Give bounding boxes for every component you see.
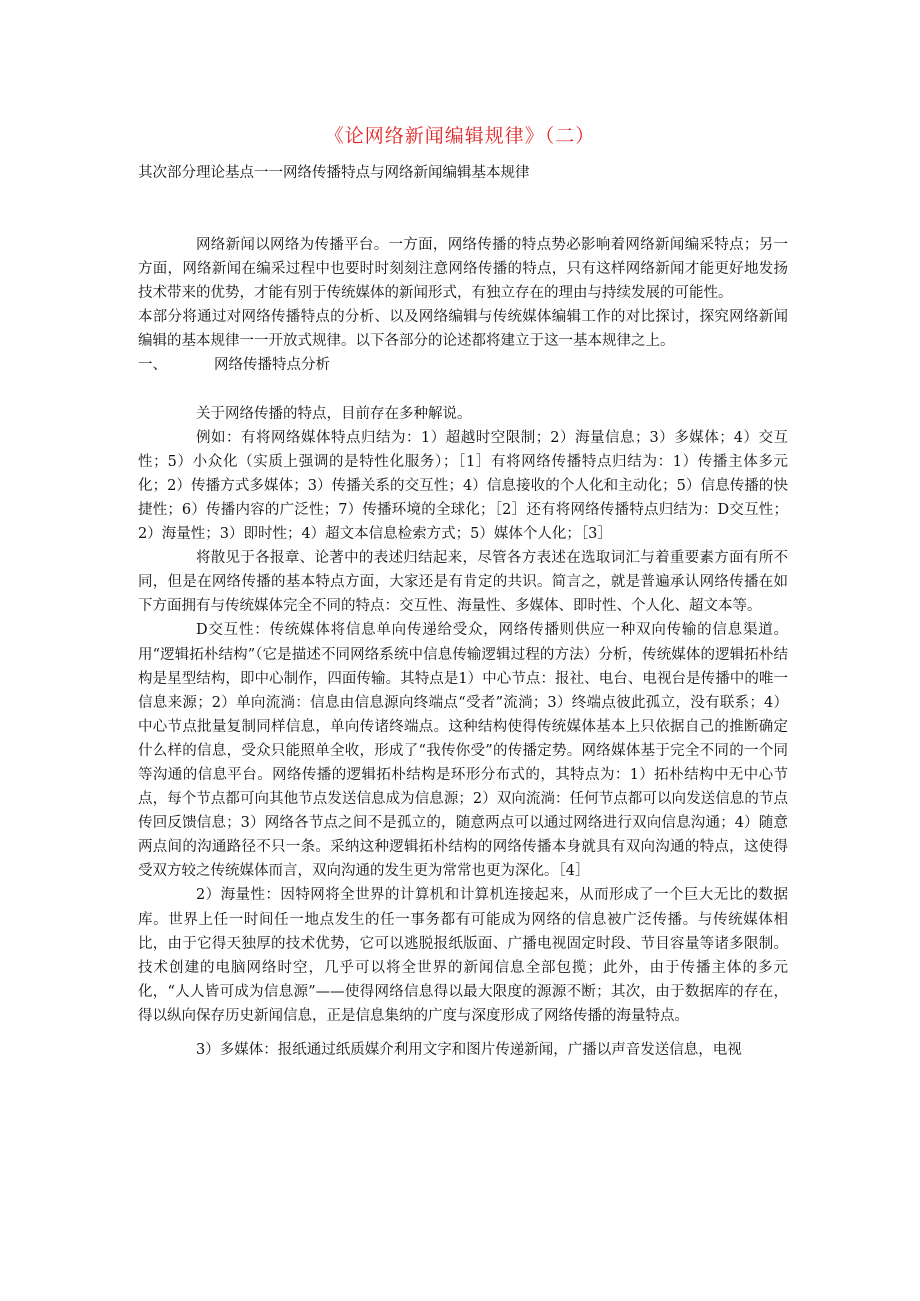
section-heading: [138, 353, 788, 377]
document-title: 《论网络新闻编辑规律》（二）: [324, 125, 596, 147]
spacer: [138, 1028, 788, 1038]
paragraph-massive: 2）海量性：因特网将全世界的计算机和计算机连接起来，从而形成了一个巨大无比的数据库。世界上任一时间任一地点发生的任一事务都有可能成为网络的信息被广泛传播。与传统媒体相比，由于它得天独厚的技术优势，它可以逃脱报纸版面、广播电视固定时段、节目容量等诸多限制。技术创建的电脑网络时空，几乎可以将全世界的新闻信息全部包揽；此外，由于传播主体的多元化，“人人皆可成为信息源”——使得网络信息得以最大限度的源源不断；其次，由于数据库的存在，得以纵向保存历史新闻信息，正是信息集纳的广度与深度形成了网络传播的海量特点。: [138, 887, 788, 1024]
document-subtitle: 其次部分理论基点一一网络传播特点与网络新闻编辑基本规律: [138, 165, 530, 181]
paragraph-interactivity: D交互性：传统媒体将信息单向传递给受众，网络传播则供应一种双向传输的信息渠道。用“逻辑拓朴结构”（它是描述不同网络系统中信息传输逻辑过程的方法）分析，传统媒体的逻辑拓朴结构是星型结构，即中心制作，四面传输。其特点是1）中心节点：报社、电台、电视台是传播中的唯一信息来源；2）单向流淌：信息由信息源向终端点“受者”流淌；3）终端点彼此孤立，没有联系；4）中心节点批量复制同样信息，单向传诸终端点。这种结构使得传统媒体基本上只依据自己的推断确定什么样的信息，受众只能照单全收，形成了“我传你受”的传播定势。网络媒体基于完全不同的一个同等沟通的信息平台。网络传播的逻辑拓朴结构是环形分布式的，其特点为：1）拓朴结构中无中心节点，每个节点都可向其他节点发送信息成为信息源；2）双向流淌：任何节点都可以向发送信息的节点传回反馈信息；3）网络各节点之间不是孤立的，随意两点可以通过网络进行双向信息沟通；4）随意两点间的沟通路径不只一条。采纳这种逻辑拓朴结构的网络传播本身就具有双向沟通的特点，这使得受双方较之传统媒体而言，双向沟通的发生更为常常也更为深化。［4］: [138, 622, 788, 880]
document-body: [138, 233, 788, 1062]
spacer: [138, 378, 788, 402]
paragraph-views: 关于网络传播的特点，目前存在多种解说。: [196, 405, 472, 422]
paragraph-summary: 将散见于各报章、论著中的表述归结起来，尽管各方表述在选取词汇与着重要素方面有所不同，但是在网络传播的基本特点方面，大家还是有肯定的共识。简言之，就是普遍承认网络传播在如下方面拥有与传统媒体完全不同的特点：交互性、海量性、多媒体、即时性、个人化、超文本等。: [138, 550, 788, 615]
paragraph-intro: 网络新闻以网络为传播平台。一方面，网络传播的特点势必影响着网络新闻编采特点；另一方面，网络新闻在编采过程中也要时时刻刻注意网络传播的特点，只有这样网络新闻才能更好地发扬技术带来的优势，才能有别于传统媒体的新闻形式，有独立存在的理由与持续发展的可能性。: [138, 237, 788, 302]
section-title: 网络传播特点分析: [214, 357, 330, 374]
paragraph-scope: 本部分将通过对网络传播特点的分析、以及网络编辑与传统媒体编辑工作的对比探讨，探究网络新闻编辑的基本规律一一开放式规律。以下各部分的论述都将建立于这一基本规律之上。: [138, 309, 788, 350]
section-number: 一、: [138, 357, 167, 374]
paragraph-multimedia: 3）多媒体：报纸通过纸质媒介利用文字和图片传递新闻，广播以声音发送信息，电视: [196, 1042, 742, 1058]
paragraph-examples: 例如：有将网络媒体特点归结为：1）超越时空限制；2）海量信息；3）多媒体；4）交互性；5）小众化（实质上强调的是特性化服务）；［1］有将网络传播特点归结为：1）传播主体多元化；2）传播方式多媒体；3）传播关系的交互性；4）信息接收的个人化和主动化；5）信息传播的快捷性；6）传播内容的广泛性；7）传播环境的全球化；［2］还有将网络传播特点归结为：D交互性；2）海量性；3）即时性；4）超文本信息检索方式；5）媒体个人化；［3］: [138, 429, 788, 543]
